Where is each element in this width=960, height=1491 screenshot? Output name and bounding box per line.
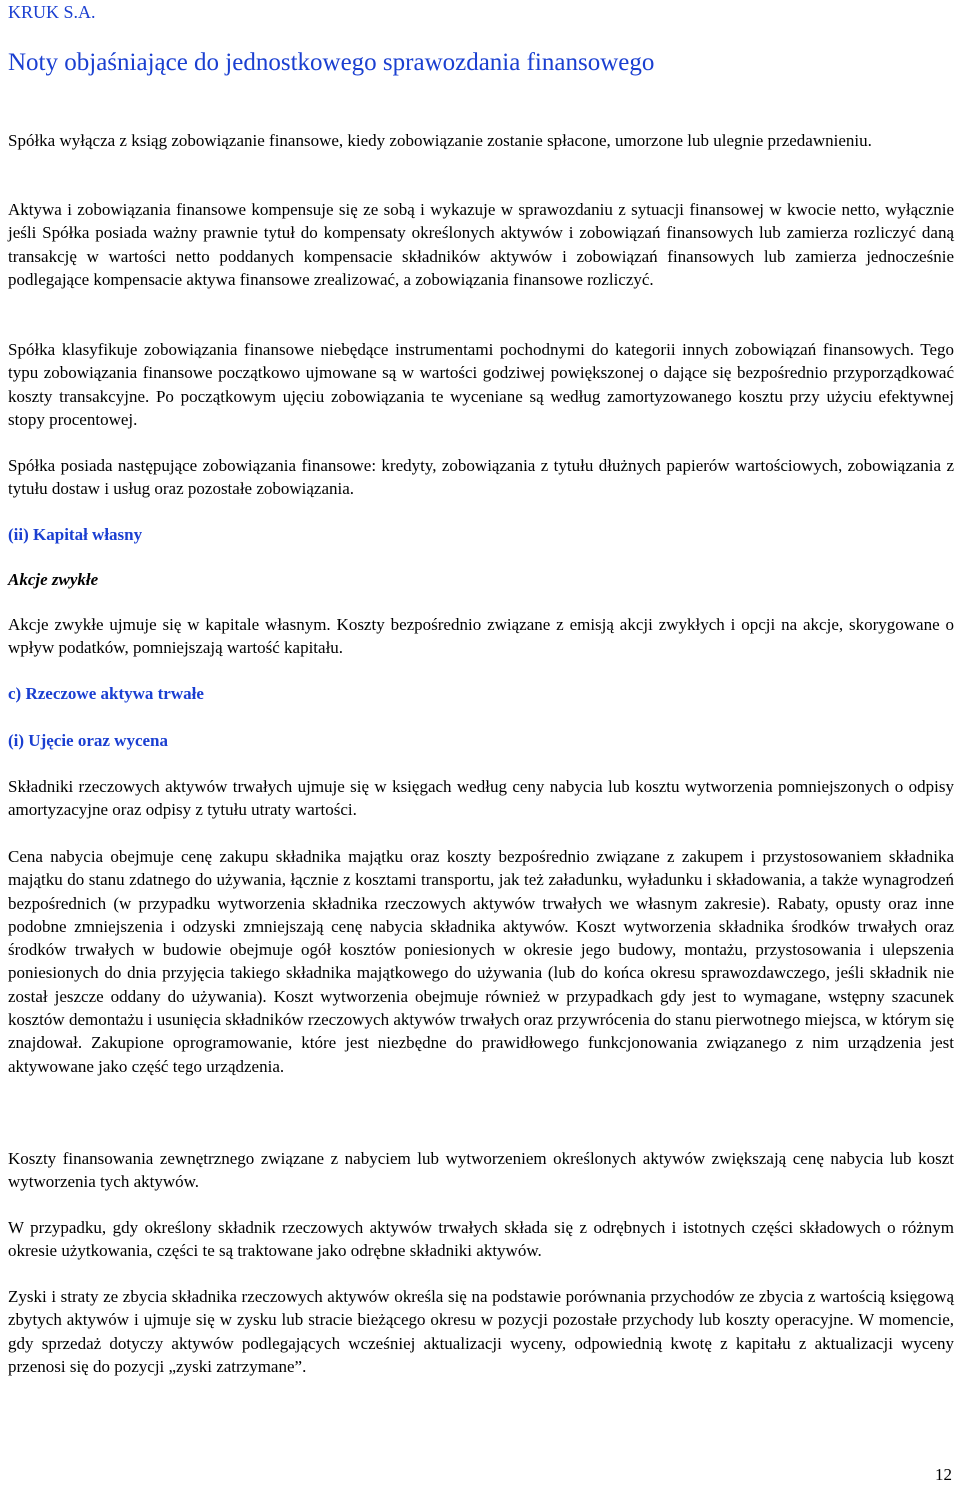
paragraph-ordinary-shares: Akcje zwykłe ujmuje się w kapitale własnym. Koszty bezpośrednio związane z emisją akcji zwykłych i opcji na akcje, skorygowane o wpływ podatków, pomniejszają wartość kapitału. bbox=[8, 615, 954, 658]
subheading-ordinary-shares: Akcje zwykłe bbox=[8, 570, 99, 589]
paragraph-offsetting: Aktywa i zobowiązania finansowe kompensuje się ze sobą i wykazuje w sprawozdaniu z sytuacji finansowej w kwocie netto, wyłącznie jeśli Spółka posiada ważny prawnie tytuł do kompensaty określonych aktywów i zobowiązań finansowych lub zamierza rozliczyć daną transakcję w wartości netto poddanych kompensacie składników aktywów i zobowiązań finansowych lub zamierza jednocześnie podlegające kompensacie aktywa finansowe zrealizować, a zobowiązania finansowe rozliczyć. bbox=[8, 200, 954, 289]
paragraph-components: W przypadku, gdy określony składnik rzeczowych aktywów trwałych składa się z odrębnych i istotnych części składowych o różnym okresie użytkowania, części te są traktowane jako odrębne składniki aktywów. bbox=[8, 1218, 954, 1261]
paragraph-fixed-assets-cost: Składniki rzeczowych aktywów trwałych ujmuje się w księgach według ceny nabycia lub kosztu wytworzenia pomniejszonych o odpisy amortyzacyjne oraz odpisy z tytułu utraty wartości. bbox=[8, 777, 954, 820]
heading-fixed-assets: c) Rzeczowe aktywa trwałe bbox=[8, 684, 204, 703]
paragraph-disposal-gains: Zyski i straty ze zbycia składnika rzeczowych aktywów określa się na podstawie porównania przychodów ze zbycia z wartością księgową zbytych aktywów i ujmuje się w zysku lub stracie bieżącego okresu w pozycji pozostałe przychody lub koszty operacyjne. W momencie, gdy sprzedaż dotyczy aktywów podlegających wcześniej aktualizacji wyceny, odpowiednią kwotę z kapitału z aktualizacji wyceny przenosi się do pozycji „zyski zatrzymane”. bbox=[8, 1287, 954, 1376]
page-number: 12 bbox=[935, 1465, 952, 1484]
paragraph-derecognition: Spółka wyłącza z ksiąg zobowiązanie finansowe, kiedy zobowiązanie zostanie spłacone, umorzone lub ulegnie przedawnieniu. bbox=[8, 131, 872, 150]
document-title: Noty objaśniające do jednostkowego sprawozdania finansowego bbox=[8, 49, 655, 76]
company-name: KRUK S.A. bbox=[8, 2, 96, 22]
heading-recognition-measurement: (i) Ujęcie oraz wycena bbox=[8, 731, 169, 750]
paragraph-liabilities-list: Spółka posiada następujące zobowiązania finansowe: kredyty, zobowiązania z tytułu dłużnych papierów wartościowych, zobowiązania z tytułu dostaw i usług oraz pozostałe zobowiązania. bbox=[8, 456, 954, 499]
paragraph-acquisition-price: Cena nabycia obejmuje cenę zakupu składnika majątku oraz koszty bezpośrednio związane z zakupem i przystosowaniem składnika majątku do stanu zdatnego do używania, łącznie z kosztami transportu, jak też załadunku, wyładunku i składowania, a także wynagrodzeń bezpośrednich (w przypadku wytworzenia składnika rzeczowych aktywów trwałych we własnym zakresie). Rabaty, opusty oraz inne podobne zmniejszenia i odzyski zmniejszają cenę nabycia składnika aktywów. Koszt wytworzenia składnika środków trwałych oraz środków trwałych w budowie obejmuje ogół kosztów poniesionych w okresie jego budowy, montażu, przystosowania i ulepszenia poniesionych do dnia przyjęcia takiego składnika majątkowego do używania (lub do końca okresu sprawozdawczego, jeśli składnik nie został jeszcze oddany do używania). Koszt wytworzenia obejmuje również w przypadkach gdy jest to wymagane, wstępny szacunek kosztów demontażu i usunięcia składników rzeczowych aktywów trwałych oraz przywrócenia do stanu pierwotnego miejsca, w którym się znajdował. Zakupione oprogramowanie, które jest niezbędne do prawidłowego funkcjonowania związanego z nim urządzenia jest aktywowane jako część tego urządzenia. bbox=[8, 847, 954, 1076]
paragraph-classification: Spółka klasyfikuje zobowiązania finansowe niebędące instrumentami pochodnymi do kategorii innych zobowiązań finansowych. Tego typu zobowiązania finansowe początkowo ujmowane są w wartości godziwej powiększonej o dające się bezpośrednio przyporządkować koszty transakcyjne. Po początkowym ujęciu zobowiązania te wyceniane są według zamortyzowanego kosztu przy użyciu efektywnej stopy procentowej. bbox=[8, 340, 954, 429]
paragraph-borrowing-costs: Koszty finansowania zewnętrznego związane z nabyciem lub wytworzeniem określonych aktywów zwiększają cenę nabycia lub koszt wytworzenia tych aktywów. bbox=[8, 1149, 954, 1192]
heading-equity: (ii) Kapitał własny bbox=[8, 525, 143, 544]
